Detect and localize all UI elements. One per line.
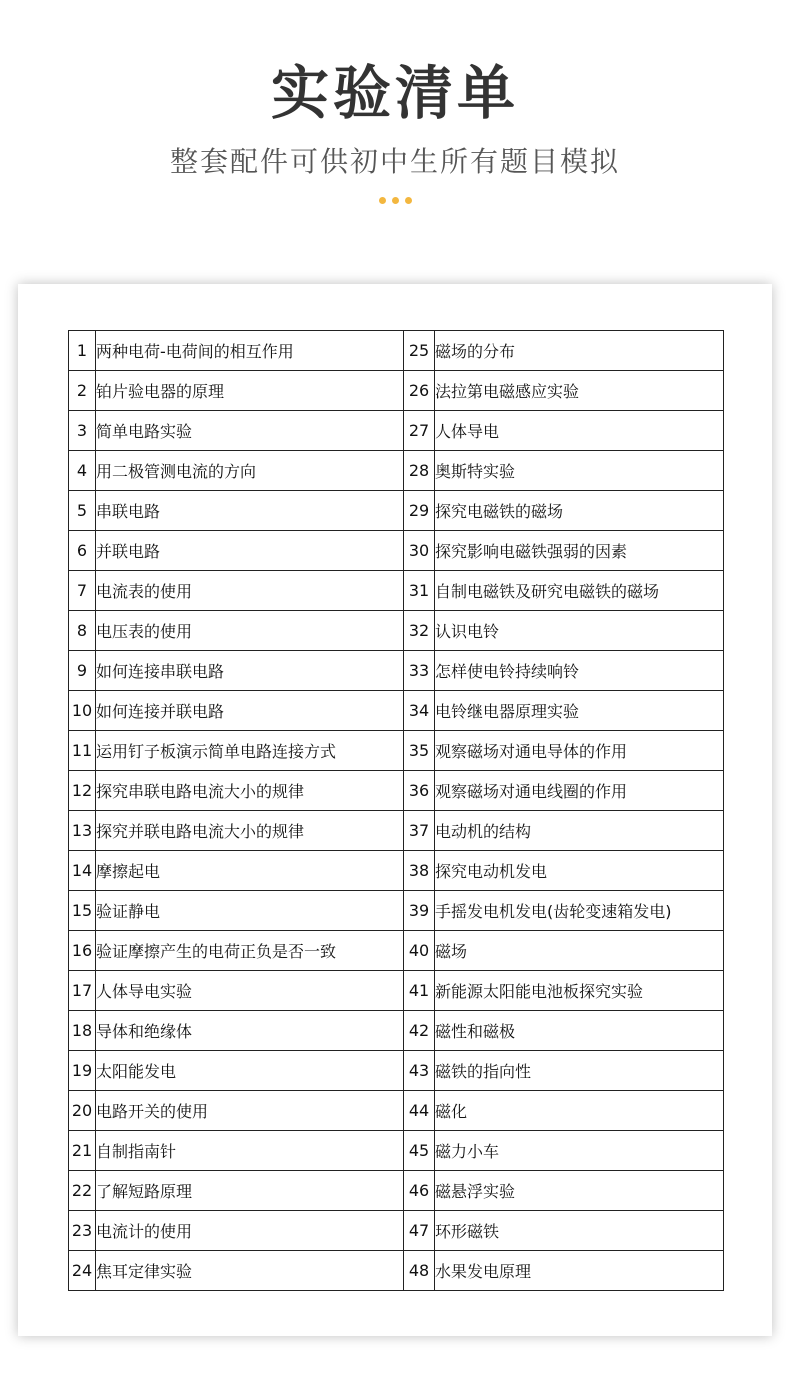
experiment-name: 探究电磁铁的磁场 bbox=[435, 491, 724, 531]
experiment-name: 导体和绝缘体 bbox=[96, 1011, 404, 1051]
experiment-number: 5 bbox=[69, 491, 96, 531]
experiment-name: 摩擦起电 bbox=[96, 851, 404, 891]
experiment-number: 46 bbox=[404, 1171, 435, 1211]
experiment-number: 41 bbox=[404, 971, 435, 1011]
experiment-name: 探究影响电磁铁强弱的因素 bbox=[435, 531, 724, 571]
experiment-name: 如何连接串联电路 bbox=[96, 651, 404, 691]
experiment-number: 22 bbox=[69, 1171, 96, 1211]
dot-icon bbox=[405, 197, 412, 204]
experiment-name: 串联电路 bbox=[96, 491, 404, 531]
table-row bbox=[69, 1131, 724, 1171]
experiment-number: 35 bbox=[404, 731, 435, 771]
experiment-name: 磁铁的指向性 bbox=[435, 1051, 724, 1091]
table-row bbox=[69, 571, 724, 611]
experiment-number: 19 bbox=[69, 1051, 96, 1091]
table-row bbox=[69, 1171, 724, 1211]
experiment-name: 磁化 bbox=[435, 1091, 724, 1131]
experiment-number: 3 bbox=[69, 411, 96, 451]
experiment-number: 21 bbox=[69, 1131, 96, 1171]
table-row bbox=[69, 971, 724, 1011]
experiment-number: 1 bbox=[69, 331, 96, 371]
table-row bbox=[69, 651, 724, 691]
experiment-number: 13 bbox=[69, 811, 96, 851]
table-row bbox=[69, 691, 724, 731]
experiment-name: 自制指南针 bbox=[96, 1131, 404, 1171]
experiment-name: 运用钉子板演示简单电路连接方式 bbox=[96, 731, 404, 771]
experiment-number: 27 bbox=[404, 411, 435, 451]
table-row bbox=[69, 371, 724, 411]
table-row bbox=[69, 451, 724, 491]
experiment-name: 电流计的使用 bbox=[96, 1211, 404, 1251]
experiment-name: 验证摩擦产生的电荷正负是否一致 bbox=[96, 931, 404, 971]
page-header bbox=[0, 0, 790, 270]
experiment-name: 磁性和磁极 bbox=[435, 1011, 724, 1051]
table-row bbox=[69, 771, 724, 811]
experiment-number: 25 bbox=[404, 331, 435, 371]
experiment-number: 6 bbox=[69, 531, 96, 571]
page-subtitle: 整套配件可供初中生所有题目模拟 bbox=[169, 145, 620, 178]
experiment-name: 探究串联电路电流大小的规律 bbox=[96, 771, 404, 811]
table-row bbox=[69, 931, 724, 971]
experiment-number: 34 bbox=[404, 691, 435, 731]
experiment-number: 24 bbox=[69, 1251, 96, 1291]
experiment-name: 探究电动机发电 bbox=[435, 851, 724, 891]
table-row bbox=[69, 331, 724, 371]
experiment-name: 法拉第电磁感应实验 bbox=[435, 371, 724, 411]
experiment-name: 电压表的使用 bbox=[96, 611, 404, 651]
experiment-name: 磁场的分布 bbox=[435, 331, 724, 371]
experiment-name: 手摇发电机发电(齿轮变速箱发电) bbox=[435, 891, 724, 931]
experiment-number: 39 bbox=[404, 891, 435, 931]
experiment-number: 43 bbox=[404, 1051, 435, 1091]
table-row bbox=[69, 1011, 724, 1051]
experiment-number: 29 bbox=[404, 491, 435, 531]
experiment-number: 47 bbox=[404, 1211, 435, 1251]
experiment-number: 31 bbox=[404, 571, 435, 611]
table-row bbox=[69, 411, 724, 451]
experiment-number: 20 bbox=[69, 1091, 96, 1131]
experiment-number: 17 bbox=[69, 971, 96, 1011]
experiment-name: 如何连接并联电路 bbox=[96, 691, 404, 731]
experiment-number: 26 bbox=[404, 371, 435, 411]
table-row bbox=[69, 1251, 724, 1291]
table-row bbox=[69, 531, 724, 571]
experiment-number: 11 bbox=[69, 731, 96, 771]
experiment-name: 并联电路 bbox=[96, 531, 404, 571]
experiment-name: 铂片验电器的原理 bbox=[96, 371, 404, 411]
experiment-number: 7 bbox=[69, 571, 96, 611]
experiment-list-card bbox=[18, 284, 772, 1336]
decorative-dots bbox=[379, 197, 413, 205]
page-title: 实验清单 bbox=[270, 59, 519, 127]
table-row bbox=[69, 491, 724, 531]
experiment-number: 33 bbox=[404, 651, 435, 691]
experiment-name: 磁场 bbox=[435, 931, 724, 971]
experiment-number: 32 bbox=[404, 611, 435, 651]
experiment-name: 人体导电 bbox=[435, 411, 724, 451]
experiment-number: 12 bbox=[69, 771, 96, 811]
experiment-name: 自制电磁铁及研究电磁铁的磁场 bbox=[435, 571, 724, 611]
experiment-number: 16 bbox=[69, 931, 96, 971]
experiment-name: 电流表的使用 bbox=[96, 571, 404, 611]
table-row bbox=[69, 611, 724, 651]
experiment-name: 磁悬浮实验 bbox=[435, 1171, 724, 1211]
experiment-number: 37 bbox=[404, 811, 435, 851]
experiment-name: 电路开关的使用 bbox=[96, 1091, 404, 1131]
experiment-number: 28 bbox=[404, 451, 435, 491]
experiment-number: 9 bbox=[69, 651, 96, 691]
experiment-name: 焦耳定律实验 bbox=[96, 1251, 404, 1291]
experiment-name: 人体导电实验 bbox=[96, 971, 404, 1011]
experiment-name: 奥斯特实验 bbox=[435, 451, 724, 491]
experiment-number: 2 bbox=[69, 371, 96, 411]
experiment-name: 两种电荷-电荷间的相互作用 bbox=[96, 331, 404, 371]
experiment-number: 18 bbox=[69, 1011, 96, 1051]
experiment-name: 观察磁场对通电线圈的作用 bbox=[435, 771, 724, 811]
experiment-number: 30 bbox=[404, 531, 435, 571]
experiment-name: 太阳能发电 bbox=[96, 1051, 404, 1091]
experiment-number: 15 bbox=[69, 891, 96, 931]
experiment-number: 14 bbox=[69, 851, 96, 891]
dot-icon bbox=[392, 197, 399, 204]
experiment-name: 新能源太阳能电池板探究实验 bbox=[435, 971, 724, 1011]
experiment-name: 认识电铃 bbox=[435, 611, 724, 651]
table-row bbox=[69, 1211, 724, 1251]
dot-icon bbox=[379, 197, 386, 204]
experiment-number: 40 bbox=[404, 931, 435, 971]
table-row bbox=[69, 891, 724, 931]
experiment-number: 23 bbox=[69, 1211, 96, 1251]
experiment-number: 38 bbox=[404, 851, 435, 891]
experiment-name: 观察磁场对通电导体的作用 bbox=[435, 731, 724, 771]
experiment-name: 电铃继电器原理实验 bbox=[435, 691, 724, 731]
experiment-name: 环形磁铁 bbox=[435, 1211, 724, 1251]
experiment-number: 10 bbox=[69, 691, 96, 731]
experiment-name: 简单电路实验 bbox=[96, 411, 404, 451]
experiment-name: 探究并联电路电流大小的规律 bbox=[96, 811, 404, 851]
experiment-name: 电动机的结构 bbox=[435, 811, 724, 851]
table-row bbox=[69, 731, 724, 771]
table-row bbox=[69, 811, 724, 851]
table-row bbox=[69, 1051, 724, 1091]
table-row bbox=[69, 1091, 724, 1131]
experiment-name: 水果发电原理 bbox=[435, 1251, 724, 1291]
experiment-number: 36 bbox=[404, 771, 435, 811]
experiment-name: 怎样使电铃持续响铃 bbox=[435, 651, 724, 691]
experiment-name: 了解短路原理 bbox=[96, 1171, 404, 1211]
experiment-number: 42 bbox=[404, 1011, 435, 1051]
experiment-number: 48 bbox=[404, 1251, 435, 1291]
experiment-name: 验证静电 bbox=[96, 891, 404, 931]
experiment-number: 45 bbox=[404, 1131, 435, 1171]
table-row bbox=[69, 851, 724, 891]
experiment-number: 8 bbox=[69, 611, 96, 651]
experiment-number: 44 bbox=[404, 1091, 435, 1131]
experiment-number: 4 bbox=[69, 451, 96, 491]
experiment-table bbox=[68, 330, 724, 1291]
experiment-name: 磁力小车 bbox=[435, 1131, 724, 1171]
experiment-name: 用二极管测电流的方向 bbox=[96, 451, 404, 491]
